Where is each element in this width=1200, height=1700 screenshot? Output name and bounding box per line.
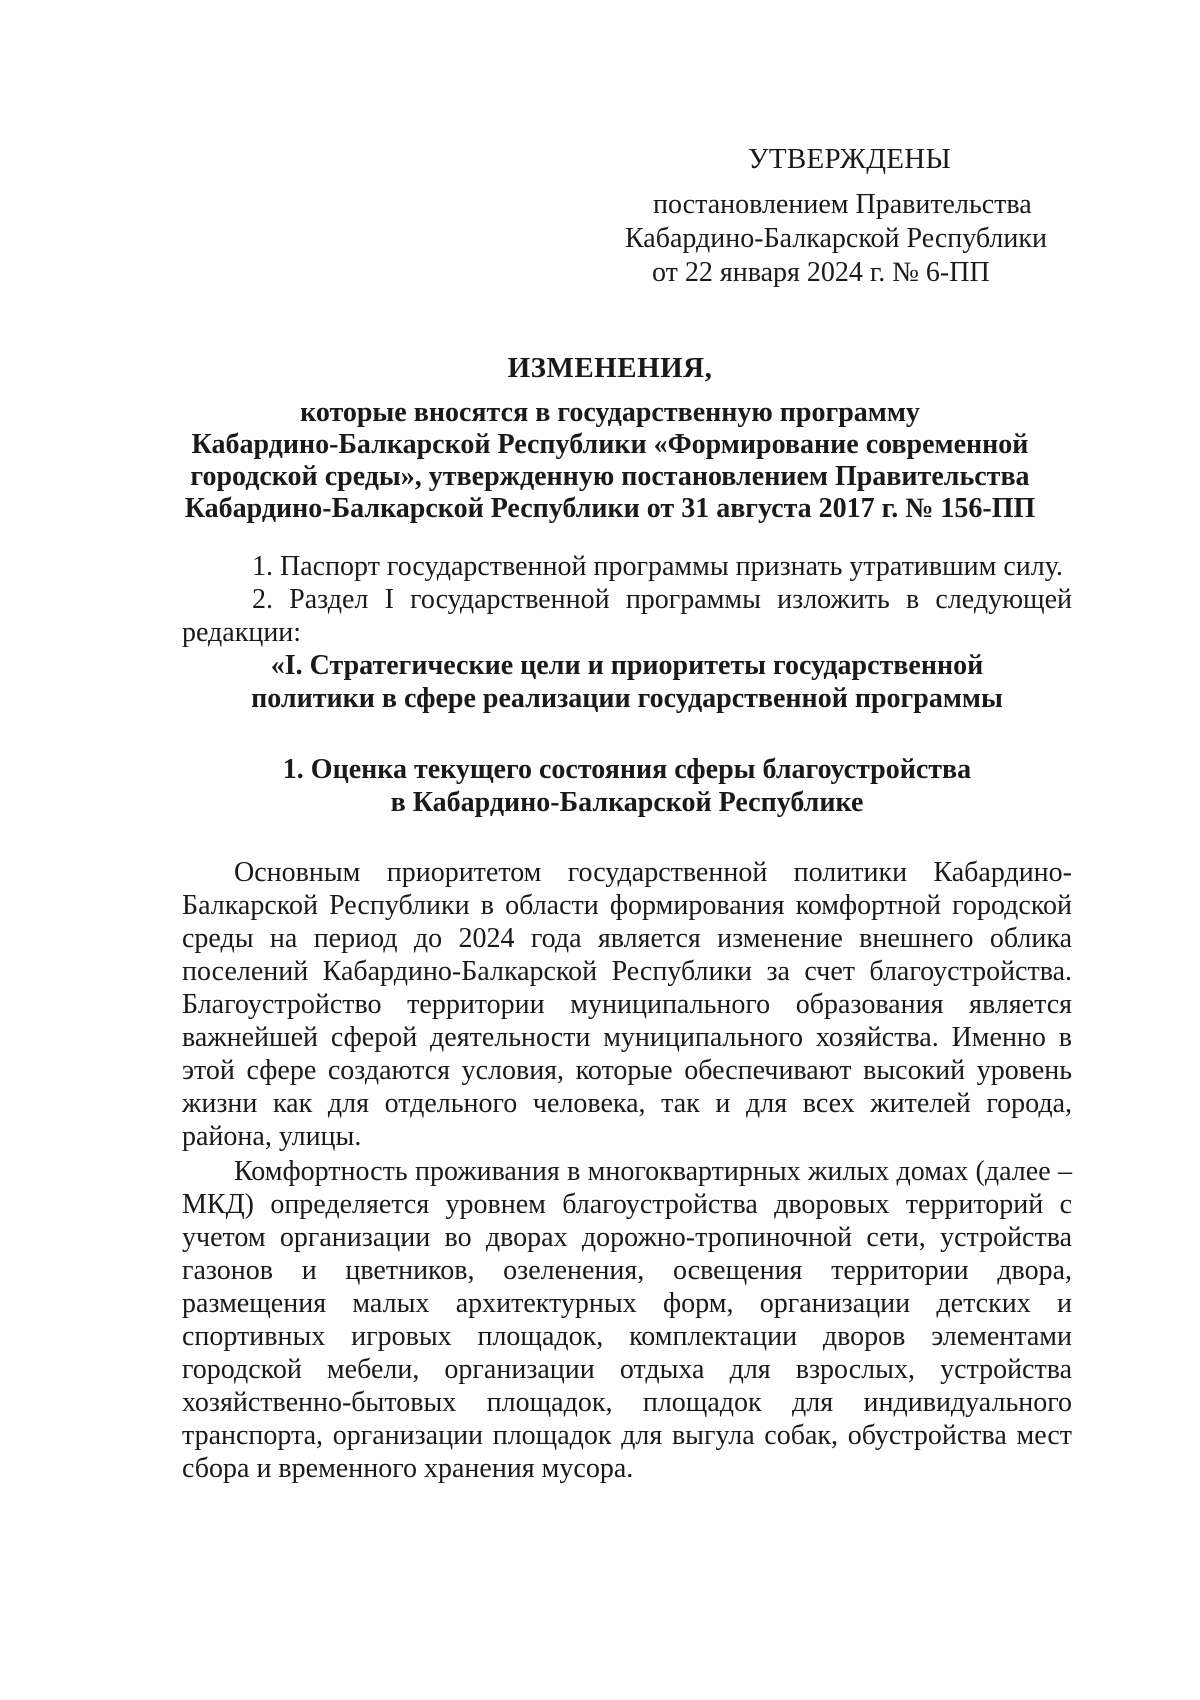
- subsection-title-line-2: в Кабардино-Балкарской Республике: [390, 787, 864, 818]
- heading-subtitle-line: Кабардино-Балкарской Республики «Формирование современной: [191, 429, 1029, 460]
- section-title-line-2: политики в сфере реализации государственной программы: [251, 683, 1003, 714]
- subsection-title-line-1: 1. Оценка текущего состояния сферы благоустройства: [282, 754, 972, 785]
- approval-title: УТВЕРЖДЕНЫ: [748, 143, 952, 175]
- item-2: 2. Раздел I государственной программы изложить в следующей редакции:: [182, 584, 1072, 648]
- approval-line-2: Кабардино-Балкарской Республики: [625, 223, 1047, 254]
- document-heading: [150, 352, 1070, 525]
- subsection-title: [182, 753, 1072, 819]
- section-title: [182, 649, 1072, 715]
- item-1: 1. Паспорт государственной программы признать утратившим силу.: [252, 551, 1063, 582]
- section-title-line-1: «I. Стратегические цели и приоритеты государственной: [270, 650, 984, 681]
- heading-subtitle-line: Кабардино-Балкарской Республики от 31 августа 2017 г. № 156-ПП: [184, 493, 1036, 524]
- heading-subtitle-line: которые вносятся в государственную программу: [300, 397, 920, 428]
- document-body: [182, 550, 1072, 1485]
- heading-title: ИЗМЕНЕНИЯ,: [507, 352, 713, 384]
- paragraph-2: Комфортность проживания в многоквартирных жилых домах (далее – МКД) определяется уровнем благоустройства дворовых территорий с учетом организации во дворах дорожно-тропиночной сети, устройства газонов и цветников, озеленения, освещения территории двора, размещения малых архитектурных форм, организации детских и спортивных игровых площадок, комплектации дворов элементами городской мебели, организации отдыха для взрослых, устройства хозяйственно-бытовых площадок, площадок для индивидуального транспорта, организации площадок для выгула собак, обустройства мест сбора и временного хранения мусора.: [182, 1156, 1072, 1484]
- approval-line-1: постановлением Правительства: [653, 189, 1032, 220]
- paragraph-1: Основным приоритетом государственной политики Кабардино-Балкарской Республики в области формирования комфортной городской среды на период до 2024 года является изменение внешнего облика поселений Кабардино-Балкарской Республики за счет благоустройства. Благоустройство территории муниципального образования является важнейшей сферой деятельности муниципального хозяйства. Именно в этой сфере создаются условия, которые обеспечивают высокий уровень жизни как для отдельного человека, так и для всех жителей города, района, улицы.: [182, 857, 1072, 1152]
- approval-line-3: от 22 января 2024 г. № 6-ПП: [652, 257, 990, 288]
- heading-subtitle-line: городской среды», утвержденную постановлением Правительства: [190, 461, 1030, 492]
